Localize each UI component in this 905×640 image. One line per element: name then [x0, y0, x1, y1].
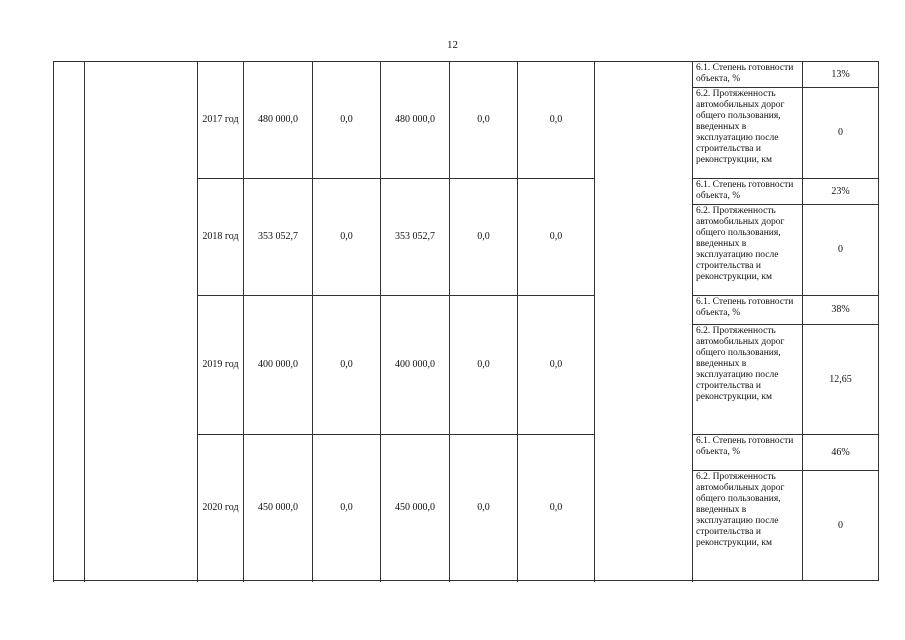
year-cell: 2018 год: [198, 179, 244, 296]
other-sources-cell: 0,0: [518, 62, 595, 179]
index-cell: [54, 62, 85, 581]
regional-budget-cell: 400 000,0: [381, 296, 450, 435]
local-budget-cell: 0,0: [450, 179, 518, 296]
year-cell: 2019 год: [198, 296, 244, 435]
indicator-value: 12,65: [803, 325, 879, 435]
indicator-value: 46%: [803, 435, 879, 471]
regional-budget-cell: 450 000,0: [381, 435, 450, 581]
indicator-name: 6.1. Степень готовности объекта, %: [693, 435, 803, 471]
regional-budget-cell: 353 052,7: [381, 179, 450, 296]
indicator-name: 6.1. Степень готовности объекта, %: [693, 62, 803, 88]
indicator-value: 0: [803, 471, 879, 581]
indicator-value: 0: [803, 88, 879, 179]
page-number: 12: [447, 39, 458, 51]
indicator-name: 6.2. Протяженность автомобильных дорог общего пользования, введенных в эксплуатацию после строительства и реконструкции, км: [693, 205, 803, 296]
regional-budget-cell: 480 000,0: [381, 62, 450, 179]
indicator-value: 0: [803, 205, 879, 296]
indicator-name: 6.1. Степень готовности объекта, %: [693, 179, 803, 205]
total-amount-cell: 450 000,0: [244, 435, 313, 581]
total-amount-cell: 400 000,0: [244, 296, 313, 435]
indicator-value: 13%: [803, 62, 879, 88]
federal-budget-cell: 0,0: [313, 62, 381, 179]
activity-name-cell: [85, 62, 198, 581]
table-row: [54, 62, 879, 88]
indicator-name: 6.1. Степень готовности объекта, %: [693, 296, 803, 325]
indicator-name: 6.2. Протяженность автомобильных дорог общего пользования, введенных в эксплуатацию после строительства и реконструкции, км: [693, 325, 803, 435]
federal-budget-cell: 0,0: [313, 435, 381, 581]
year-cell: 2017 год: [198, 62, 244, 179]
indicator-name: 6.2. Протяженность автомобильных дорог общего пользования, введенных в эксплуатацию после строительства и реконструкции, км: [693, 88, 803, 179]
local-budget-cell: 0,0: [450, 435, 518, 581]
other-sources-cell: 0,0: [518, 296, 595, 435]
executor-cell: [595, 62, 693, 581]
federal-budget-cell: 0,0: [313, 179, 381, 296]
program-funding-table: [53, 61, 879, 581]
other-sources-cell: 0,0: [518, 179, 595, 296]
indicator-value: 23%: [803, 179, 879, 205]
local-budget-cell: 0,0: [450, 296, 518, 435]
other-sources-cell: 0,0: [518, 435, 595, 581]
total-amount-cell: 353 052,7: [244, 179, 313, 296]
total-amount-cell: 480 000,0: [244, 62, 313, 179]
federal-budget-cell: 0,0: [313, 296, 381, 435]
local-budget-cell: 0,0: [450, 62, 518, 179]
indicator-name: 6.2. Протяженность автомобильных дорог общего пользования, введенных в эксплуатацию после строительства и реконструкции, км: [693, 471, 803, 581]
year-cell: 2020 год: [198, 435, 244, 581]
indicator-value: 38%: [803, 296, 879, 325]
